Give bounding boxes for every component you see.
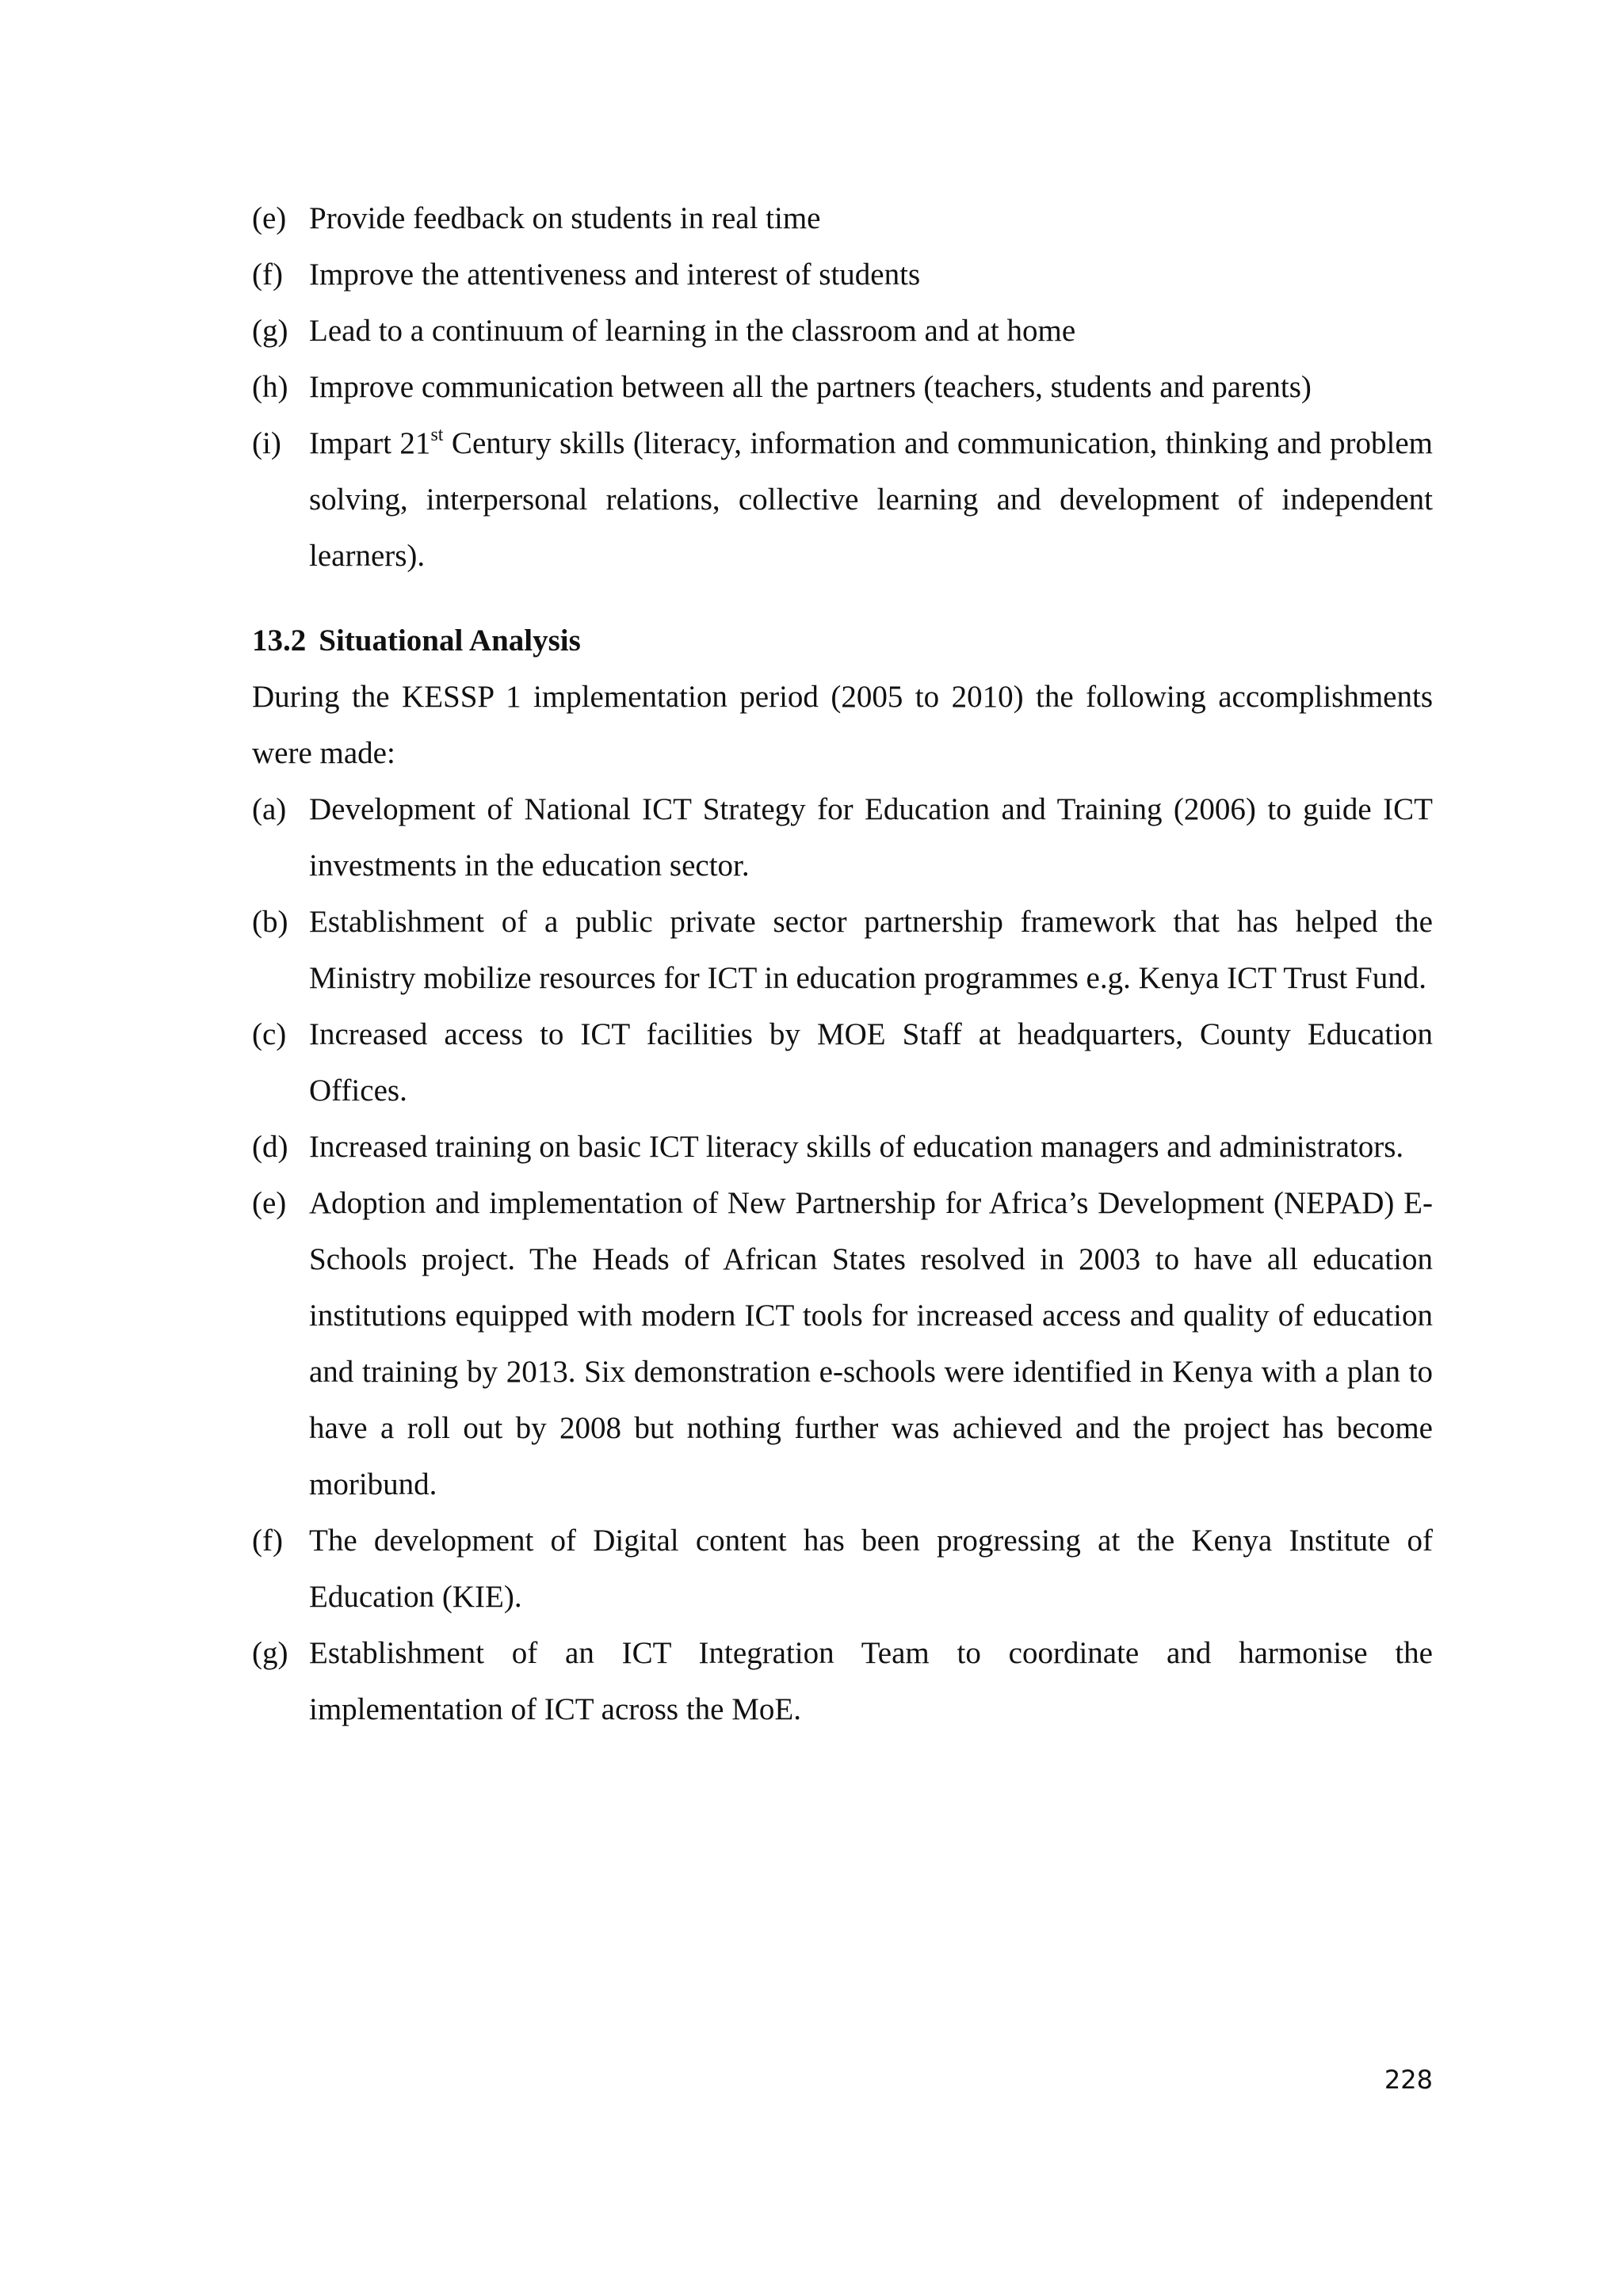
accomplishments-list <box>252 781 1433 1737</box>
page-number: 228 <box>1384 2065 1433 2095</box>
section-intro: During the KESSP 1 implementation period (2005 to 2010) the following accomplishments were made: <box>252 680 1433 770</box>
list-marker: (g) <box>252 1636 288 1670</box>
list-item <box>252 1006 1433 1119</box>
list-marker: (i) <box>252 426 281 460</box>
text-before-superscript: Impart 21 <box>309 426 431 460</box>
list-item-text: Increased access to ICT facilities by MOE Staff at headquarters, County Education Offices. <box>309 1017 1433 1108</box>
page-content <box>252 190 1433 1737</box>
list-marker: (g) <box>252 314 288 348</box>
list-item <box>252 1119 1433 1175</box>
list-item-text: Improve the attentiveness and interest of students <box>309 257 921 292</box>
list-item-text: The development of Digital content has been progressing at the Kenya Institute of Education (KIE). <box>309 1524 1433 1614</box>
list-item <box>252 190 1433 246</box>
list-marker: (e) <box>252 1186 287 1220</box>
list-marker: (h) <box>252 370 288 404</box>
list-item-text: Increased training on basic ICT literacy skills of education managers and administrators. <box>309 1130 1404 1164</box>
list-item-text: Development of National ICT Strategy for Education and Training (2006) to guide ICT investments in the education sector. <box>309 792 1433 883</box>
text-after-superscript: Century skills (literacy, information and communication, thinking and problem solving, interpersonal relations, collective learning and development of independent learners). <box>309 426 1433 573</box>
section-number: 13.2 <box>252 624 307 658</box>
list-item-text: Improve communication between all the partners (teachers, students and parents) <box>309 370 1312 404</box>
list-marker: (a) <box>252 792 287 826</box>
list-item-text: Establishment of a public private sector partnership framework that has helped the Ministry mobilize resources for ICT in education programmes e.g. Kenya ICT Trust Fund. <box>309 905 1433 995</box>
list-item-text: Adoption and implementation of New Partnership for Africa’s Development (NEPAD) E-Schools project. The Heads of African States resolved in 2003 to have all education institutions equipped with modern ICT tools for increased access and quality of education and training by 2013. Six demonstration e-schools were identified in Kenya with a plan to have a roll out by 2008 but nothing further was achieved and the project has become moribund. <box>309 1186 1433 1501</box>
list-item <box>252 781 1433 894</box>
list-item <box>252 1512 1433 1625</box>
list-item-text: Establishment of an ICT Integration Team to coordinate and harmonise the implementation of ICT across the MoE. <box>309 1636 1433 1726</box>
list-item <box>252 359 1433 415</box>
benefits-list <box>252 190 1433 584</box>
list-item <box>252 1625 1433 1737</box>
superscript: st <box>430 425 444 445</box>
list-item-text <box>309 415 1433 584</box>
list-item <box>252 894 1433 1006</box>
list-marker: (e) <box>252 201 287 235</box>
list-item-text: Provide feedback on students in real time <box>309 201 821 235</box>
list-item <box>252 246 1433 303</box>
list-marker: (c) <box>252 1017 287 1051</box>
list-item <box>252 303 1433 359</box>
list-item-text: Lead to a continuum of learning in the classroom and at home <box>309 314 1076 348</box>
list-marker: (b) <box>252 905 288 939</box>
list-item <box>252 415 1433 584</box>
list-marker: (d) <box>252 1130 288 1164</box>
list-marker: (f) <box>252 1524 283 1558</box>
section-heading <box>252 612 1433 669</box>
section-title: Situational Analysis <box>319 624 581 658</box>
list-marker: (f) <box>252 257 283 292</box>
list-item <box>252 1175 1433 1512</box>
